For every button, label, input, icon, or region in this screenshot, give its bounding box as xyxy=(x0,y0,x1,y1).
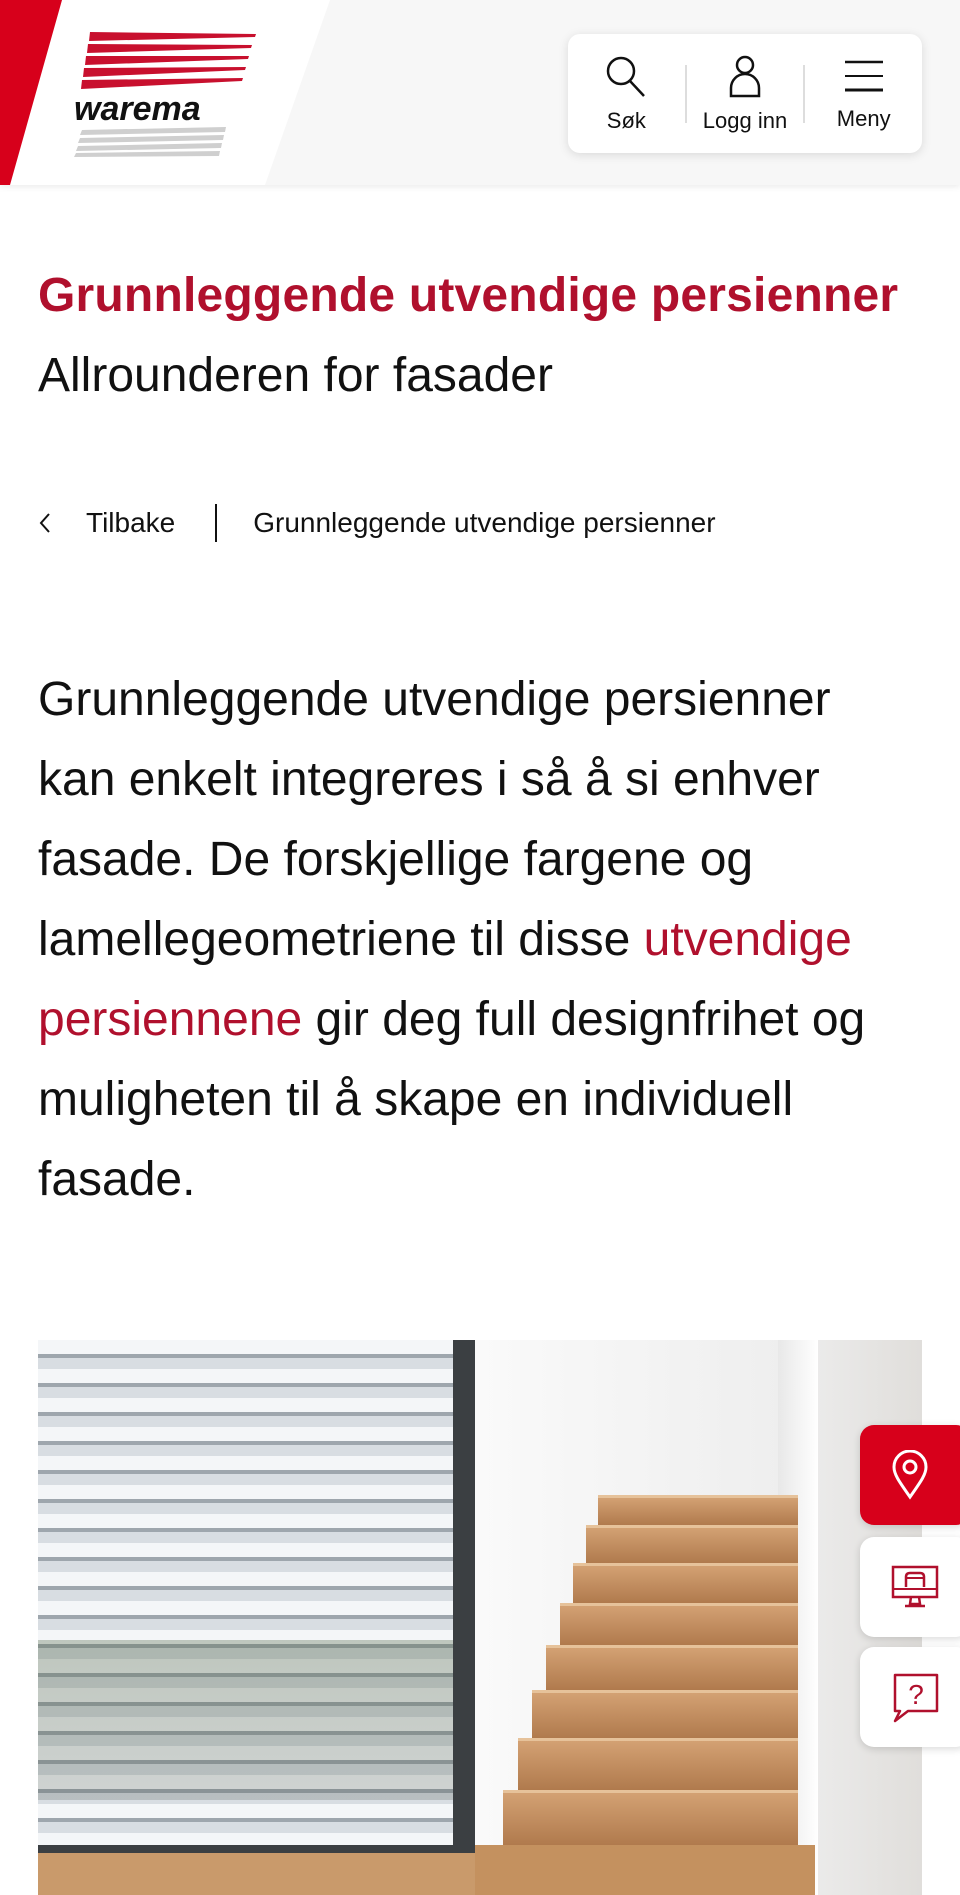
question-chat-icon xyxy=(890,1671,940,1723)
header-nav xyxy=(568,34,922,153)
search-icon xyxy=(604,54,648,98)
stair-step xyxy=(560,1603,798,1645)
hamburger-menu-icon xyxy=(843,56,885,96)
online-consultation-button[interactable] xyxy=(860,1537,960,1637)
search-label: Søk xyxy=(606,107,646,133)
back-label: Tilbake xyxy=(86,507,176,538)
login-label: Logg inn xyxy=(702,107,788,133)
stair-step xyxy=(532,1690,798,1738)
warema-logo[interactable] xyxy=(66,32,266,157)
chevron-left-icon xyxy=(38,512,52,534)
floor xyxy=(475,1845,815,1895)
intro-text: gir deg full designfrihet og muligheten til å skape en individuell fasade. xyxy=(38,993,866,1206)
menu-label: Meny xyxy=(836,105,891,131)
svg-text:?: ? xyxy=(908,1679,924,1710)
floor xyxy=(38,1845,478,1895)
stair-step xyxy=(573,1563,798,1603)
login-button[interactable] xyxy=(687,34,804,153)
contact-faq-button[interactable] xyxy=(860,1647,960,1747)
window-frame xyxy=(453,1340,475,1895)
stair-step xyxy=(518,1738,798,1790)
page-title: Grunnleggende utvendige persienner xyxy=(38,269,899,322)
page-subtitle: Allrounderen for fasader xyxy=(38,349,553,402)
intro-text: Grunnleggende utvendige persienner kan enkelt integreres i så å si enhver fasade. De forskjellige fargene og lamellegeometriene til disse xyxy=(38,673,831,966)
window-blinds xyxy=(38,1340,458,1895)
svg-text:warema: warema xyxy=(74,90,201,128)
stair-step xyxy=(503,1790,798,1845)
intro-paragraph xyxy=(38,660,918,1220)
stair-step xyxy=(598,1495,798,1525)
location-pin-icon xyxy=(890,1450,930,1500)
product-photo xyxy=(38,1340,922,1895)
menu-button[interactable] xyxy=(805,34,922,153)
external-blinds-link[interactable]: utvendige persiennene xyxy=(38,913,852,1046)
user-icon xyxy=(728,54,762,98)
monitor-icon xyxy=(890,1562,940,1612)
stair-step xyxy=(586,1525,798,1563)
breadcrumb xyxy=(38,504,716,542)
stair-step xyxy=(546,1645,798,1690)
site-header xyxy=(0,0,960,185)
find-dealer-button[interactable] xyxy=(860,1425,960,1525)
search-button[interactable] xyxy=(568,34,685,153)
back-link[interactable] xyxy=(38,507,175,539)
breadcrumb-current: Grunnleggende utvendige persienner xyxy=(253,507,716,538)
breadcrumb-divider xyxy=(215,504,217,542)
